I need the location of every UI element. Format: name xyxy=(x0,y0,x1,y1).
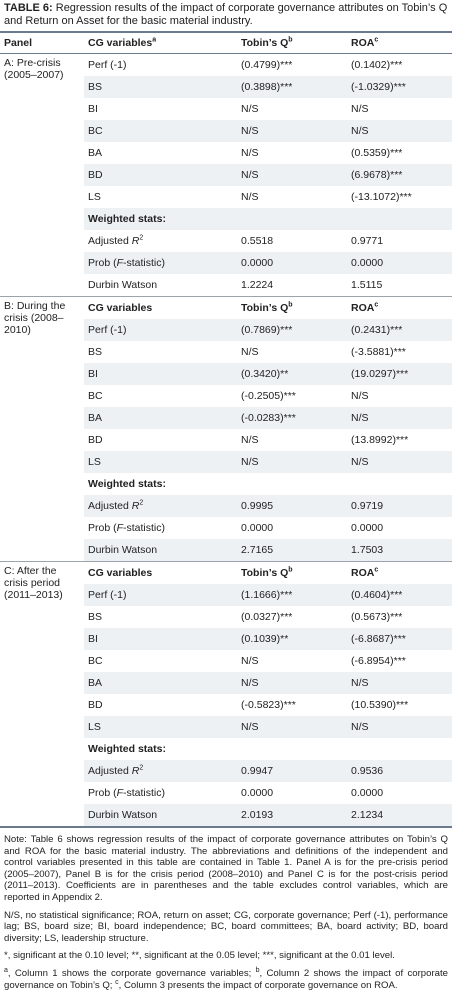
cell-tobins-q: 1.2224 xyxy=(241,279,274,291)
cell-roa: (0.5673)*** xyxy=(351,611,403,623)
cell-roa: (10.5390)*** xyxy=(351,699,409,711)
table-row xyxy=(0,54,452,77)
subheader-cg: CG variables xyxy=(84,297,237,320)
table-row xyxy=(0,297,452,320)
subheader-tq-sup: b xyxy=(288,566,293,574)
cell-tobins-q: N/S xyxy=(241,655,259,667)
cell-tobins-q: (-0.0283)*** xyxy=(237,407,347,429)
note-sup-c: c xyxy=(115,978,119,986)
weighted-stats-label: Weighted stats: xyxy=(88,743,166,755)
cell-adjusted-r2 xyxy=(84,230,237,252)
cell-roa: N/S xyxy=(347,672,452,694)
note-col-a: , Column 1 shows the corporate governance variables; xyxy=(7,967,256,979)
cell-roa: (0.4604)*** xyxy=(347,584,452,606)
subheader-roa-sup: c xyxy=(374,566,379,574)
cell-tobins-q: 0.5518 xyxy=(241,235,274,247)
cell-prob-f xyxy=(84,517,237,539)
cell-tobins-q: (0.4799)*** xyxy=(241,59,293,71)
prob-pre: Prob ( xyxy=(88,257,117,269)
cell-roa: N/S xyxy=(347,120,452,142)
cell-tobins-q: N/S xyxy=(237,164,347,186)
cell-variable: BC xyxy=(84,120,237,142)
cell-roa: (-6.8687)*** xyxy=(347,628,452,650)
cell-tobins-q: N/S xyxy=(237,120,347,142)
prob-post: -statistic) xyxy=(123,257,166,269)
caption-text: Regression results of the impact of corporate governance attributes on Tobin’s Q and Return on Asset for the basic material industry. xyxy=(4,2,448,27)
note-columns xyxy=(4,968,448,991)
cell-roa: 0.9719 xyxy=(347,495,452,517)
header-panel: Panel xyxy=(0,33,84,54)
prob-f: F xyxy=(116,257,124,269)
cell-variable: Perf (-1) xyxy=(88,59,127,71)
subheader-tobins-q xyxy=(237,562,347,585)
cell-variable: LS xyxy=(88,191,101,203)
cell-tobins-q: N/S xyxy=(237,672,347,694)
cell-roa: 1.7503 xyxy=(347,539,452,562)
cell-tobins-q: N/S xyxy=(241,147,259,159)
cell-tobins-q: (0.3898)*** xyxy=(237,76,347,98)
note-sup-a: a xyxy=(4,966,8,974)
adjusted-label: Adjusted xyxy=(88,765,132,777)
header-cg-sup: a xyxy=(152,36,157,44)
cell-variable: BS xyxy=(88,611,103,623)
table-notes xyxy=(0,826,452,991)
cell-roa: 0.0000 xyxy=(351,787,384,799)
prob-pre: Prob ( xyxy=(88,787,117,799)
cell-tobins-q: N/S xyxy=(241,103,259,115)
cell-empty xyxy=(347,473,452,495)
cell-roa: (-6.8954)*** xyxy=(351,655,406,667)
header-tobins-q xyxy=(237,33,347,54)
cell-empty xyxy=(347,208,452,230)
cell-tobins-q: (0.7869)*** xyxy=(237,319,347,341)
cell-tobins-q: (-0.2505)*** xyxy=(241,390,296,402)
cell-empty xyxy=(237,738,347,760)
cell-tobins-q: (0.0327)*** xyxy=(241,611,293,623)
prob-f: F xyxy=(116,522,124,534)
caption-label: TABLE 6: xyxy=(4,2,53,14)
cell-prob-f xyxy=(84,252,237,274)
cell-tobins-q: (0.1039)** xyxy=(237,628,347,650)
cell-variable: BI xyxy=(84,363,237,385)
cell-tobins-q: 2.7165 xyxy=(237,539,347,562)
subheader-tq-text: Tobin’s Q xyxy=(241,302,289,314)
cell-variable: BD xyxy=(88,434,103,446)
prob-f: F xyxy=(116,787,124,799)
adjusted-label: Adjusted xyxy=(88,500,132,512)
r-squared-sup: 2 xyxy=(139,499,144,507)
prob-post: -statistic) xyxy=(123,522,166,534)
cell-variable: BD xyxy=(84,164,237,186)
prob-post: -statistic) xyxy=(123,787,166,799)
header-roa-sup: c xyxy=(374,36,379,44)
cell-tobins-q: 0.0000 xyxy=(241,787,274,799)
table-caption xyxy=(0,0,452,33)
weighted-stats-label: Weighted stats: xyxy=(84,208,237,230)
cell-roa: N/S xyxy=(351,103,369,115)
cell-roa: (6.9678)*** xyxy=(347,164,452,186)
cell-roa: N/S xyxy=(351,390,369,402)
subheader-roa xyxy=(347,562,452,585)
cell-prob-f xyxy=(84,782,237,804)
cell-variable: BC xyxy=(88,655,103,667)
table-header-row xyxy=(0,33,452,54)
cell-variable: Perf (-1) xyxy=(84,319,237,341)
cell-tobins-q: 0.9947 xyxy=(237,760,347,782)
cell-variable: LS xyxy=(84,451,237,473)
cell-tobins-q: 0.0000 xyxy=(241,522,274,534)
cell-variable: BC xyxy=(88,390,103,402)
cell-roa: N/S xyxy=(347,451,452,473)
cell-tobins-q: 2.0193 xyxy=(237,804,347,826)
header-cg-text: CG variables xyxy=(88,37,153,49)
cell-tobins-q: N/S xyxy=(237,716,347,738)
subheader-roa-text: ROA xyxy=(351,567,375,579)
note-abbreviations: N/S, no statistical significance; ROA, return on asset; CG, corporate governance; Perf (-1), performance lag; BS, board size; BI, board independence; BC, board committees; BA, board activity; BD, board diversity; LS, leadership structure. xyxy=(4,909,448,944)
r-symbol: R xyxy=(131,235,140,247)
cell-tobins-q: N/S xyxy=(241,191,259,203)
cell-variable: BA xyxy=(88,147,103,159)
cell-durbin-watson: Durbin Watson xyxy=(84,804,237,826)
cell-tobins-q: 0.0000 xyxy=(237,252,347,274)
cell-roa: (0.1402)*** xyxy=(351,59,403,71)
note-col-c: , Column 3 presents the impact of corporate governance on ROA. xyxy=(118,979,398,991)
cell-variable: BA xyxy=(84,407,237,429)
header-cg-variables xyxy=(84,33,237,54)
weighted-stats-label: Weighted stats: xyxy=(88,478,166,490)
cell-variable: BI xyxy=(84,628,237,650)
r-symbol: R xyxy=(131,765,140,777)
cell-roa: (0.5359)*** xyxy=(351,147,403,159)
cell-roa: N/S xyxy=(347,407,452,429)
prob-pre: Prob ( xyxy=(88,522,117,534)
regression-table xyxy=(0,33,452,826)
cell-adjusted-r2 xyxy=(84,760,237,782)
adjusted-label: Adjusted xyxy=(88,235,132,247)
cell-variable: BI xyxy=(88,103,98,115)
cell-empty xyxy=(347,738,452,760)
panel-label-a: A: Pre-crisis (2005–2007) xyxy=(4,57,64,81)
subheader-tq-sup: b xyxy=(288,301,293,309)
note-paragraph: Note: Table 6 shows regression results of the impact of corporate governance attributes on Tobin’s Q and ROA for the basic material industry. The abbreviations and definitions of the independent and control variables presented in this table are contained in Table 1. Panel A is for the pre-crisis period (2005–2007), Panel B is for the crisis period (2008–2010) and Panel C is for the post-crisis period (2011–2013). Coefficients are in parentheses and the table excludes control variables, which are reported in Appendix 2. xyxy=(4,834,448,903)
cell-roa: (13.8992)*** xyxy=(351,434,409,446)
cell-roa: 0.0000 xyxy=(351,522,384,534)
cell-tobins-q: N/S xyxy=(237,451,347,473)
header-tq-sup: b xyxy=(288,36,293,44)
cell-variable: BS xyxy=(88,346,103,358)
cell-roa: (19.0297)*** xyxy=(347,363,452,385)
cell-roa: (-13.1072)*** xyxy=(351,191,412,203)
subheader-roa-sup: c xyxy=(374,301,379,309)
cell-tobins-q: (-0.5823)*** xyxy=(241,699,296,711)
cell-variable: BS xyxy=(84,76,237,98)
cell-durbin-watson: Durbin Watson xyxy=(84,539,237,562)
cell-variable: LS xyxy=(84,716,237,738)
r-squared-sup: 2 xyxy=(139,764,144,772)
cell-roa: (-1.0329)*** xyxy=(347,76,452,98)
cell-roa: 0.0000 xyxy=(347,252,452,274)
cell-roa: (0.2431)*** xyxy=(347,319,452,341)
cell-tobins-q: (1.1666)*** xyxy=(237,584,347,606)
cell-tobins-q: (0.3420)** xyxy=(237,363,347,385)
cell-roa: N/S xyxy=(347,716,452,738)
cell-adjusted-r2 xyxy=(84,495,237,517)
cell-variable: BA xyxy=(84,672,237,694)
table-row xyxy=(0,562,452,585)
subheader-tq-text: Tobin’s Q xyxy=(241,567,289,579)
r-symbol: R xyxy=(131,500,140,512)
cell-durbin-watson: Durbin Watson xyxy=(88,279,158,291)
header-roa-text: ROA xyxy=(351,37,375,49)
cell-tobins-q: N/S xyxy=(241,434,259,446)
subheader-roa xyxy=(347,297,452,320)
cell-roa: 2.1234 xyxy=(347,804,452,826)
header-roa xyxy=(347,33,452,54)
header-tq-text: Tobin’s Q xyxy=(241,37,289,49)
cell-variable: Perf (-1) xyxy=(84,584,237,606)
cell-empty xyxy=(237,208,347,230)
cell-roa: 0.9771 xyxy=(351,235,384,247)
cell-roa: 1.5115 xyxy=(351,279,383,291)
cell-empty xyxy=(237,473,347,495)
note-sup-b: b xyxy=(255,966,260,974)
panel-label-b: B: During the crisis (2008–2010) xyxy=(0,297,84,562)
note-col-b: , Column 2 shows the impact of corporate governance on Tobin’s Q; xyxy=(4,967,448,991)
panel-label-c: C: After the crisis period (2011–2013) xyxy=(0,562,84,827)
cell-tobins-q: 0.9995 xyxy=(237,495,347,517)
cell-roa: (-3.5881)*** xyxy=(351,346,406,358)
note-significance: *, significant at the 0.10 level; **, significant at the 0.05 level; ***, significant at the 0.01 level. xyxy=(4,950,395,962)
subheader-tobins-q xyxy=(237,297,347,320)
subheader-cg: CG variables xyxy=(84,562,237,585)
subheader-roa-text: ROA xyxy=(351,302,375,314)
cell-variable: BD xyxy=(88,699,103,711)
cell-roa: 0.9536 xyxy=(347,760,452,782)
r-squared-sup: 2 xyxy=(139,234,144,242)
cell-tobins-q: N/S xyxy=(241,346,259,358)
